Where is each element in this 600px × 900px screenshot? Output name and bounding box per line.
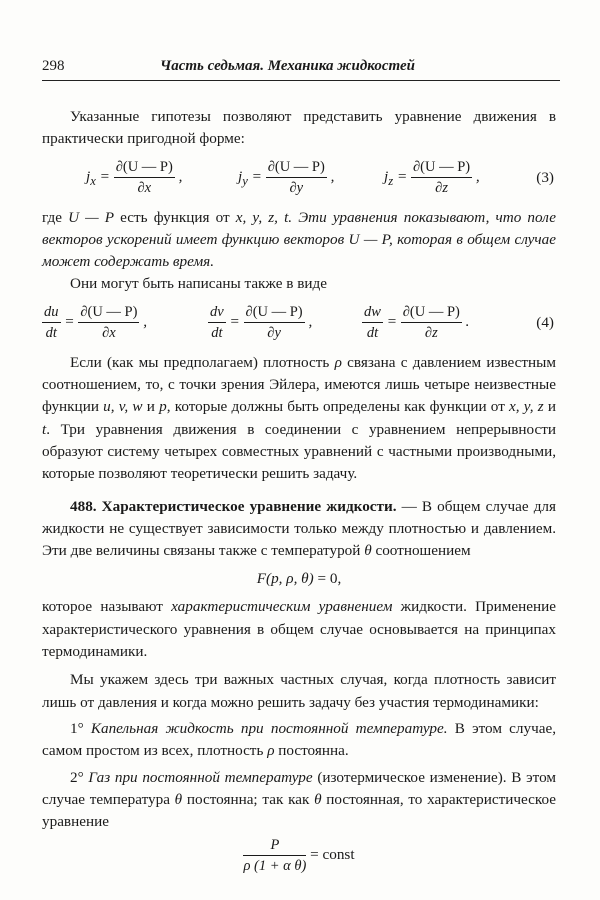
paragraph-unknowns: Если (как мы предполагаем) плотность ρ связана с давлением известным соотношением, то, с точки зрения Эйлера, имеются лишь четыре неизвестные функции u, v, w и p, которые должны быть определены как функции от x, y, z и t. Три уравнения движения в соединении с уравнением непрерывности образуют систему четырех совместных уравнений с частными производными, которые позволяют теоретически решить задачу. bbox=[42, 353, 556, 483]
case-1: 1° Капельная жидкость при постоянной температуре. В этом случае, самом простом из всех, плотность ρ постоянна. bbox=[42, 719, 556, 760]
equation-characteristic: F(p, ρ, θ) = 0, bbox=[256, 570, 342, 588]
eq4-v: $\frac{dv}{dt}$ = $\frac{\partial(U — P)}{\partial y}$ , bbox=[210, 303, 313, 341]
eq3-jx: $j_x$ = $\frac{\partial(U — P)}{\partial x}$ , bbox=[86, 158, 183, 196]
equation-isothermal: $\frac{P}{\text{ρ (1 + α θ)}}$ = const bbox=[243, 837, 355, 875]
running-title: Часть седьмая. Механика жидкостей bbox=[160, 58, 415, 74]
page-number: 298 bbox=[42, 58, 65, 74]
eq4-u: $\frac{du}{dt}$ = $\frac{\partial(U — P)}{\partial x}$ , bbox=[44, 303, 148, 341]
paragraph-eq3-explanation: где U — P есть функция от x, y, z, t. Эти уравнения показывают, что поле векторов ускорений имеет функцию векторов U — P, которая в общем случае может содержать время. bbox=[42, 208, 556, 271]
equation-number-4: (4) bbox=[536, 313, 554, 331]
eq3-jz: $j_z$ = $\frac{\partial(U — P)}{\partial z}$ , bbox=[384, 158, 480, 196]
paragraph-characteristic: которое называют характеристическим уравнением жидкости. Применение характеристического уравнения в общем случае основывается на принципах термодинамики. bbox=[42, 598, 556, 661]
paragraph-intro: Указанные гипотезы позволяют представить уравнение движения в практически пригодной форме: bbox=[42, 108, 556, 148]
case-2: 2° Газ при постоянной температуре (изотермическое изменение). В этом случае температура θ постоянна; так как θ постоянная, то характеристическое уравнение bbox=[42, 768, 556, 831]
equation-number-3: (3) bbox=[536, 168, 554, 186]
paragraph-special-cases: Мы укажем здесь три важных частных случая, когда плотность зависит лишь от давления и когда можно решить задачу без участия термодинамики: bbox=[42, 671, 556, 711]
section-488-title: 488. Характеристическое уравнение жидкости. bbox=[70, 497, 397, 515]
equation-4 bbox=[42, 300, 556, 346]
page-header bbox=[42, 56, 560, 81]
paragraph-alt-form: Они могут быть написаны также в виде bbox=[70, 275, 328, 293]
page-body bbox=[42, 106, 556, 876]
eq3-jy: $j_y$ = $\frac{\partial(U — P)}{\partial y}$ , bbox=[238, 158, 335, 196]
term-characteristic-equation: характеристическим уравнением bbox=[171, 598, 393, 616]
section-488: 488. Характеристическое уравнение жидкости. — В общем случае для жидкости не существует зависимости только между плотностью и давлением. Эти две величины связаны также с температурой θ соотношением bbox=[42, 497, 556, 560]
equation-3 bbox=[42, 155, 556, 201]
eq4-w: $\frac{dw}{dt}$ = $\frac{\partial(U — P)}{\partial z}$ . bbox=[364, 303, 470, 341]
